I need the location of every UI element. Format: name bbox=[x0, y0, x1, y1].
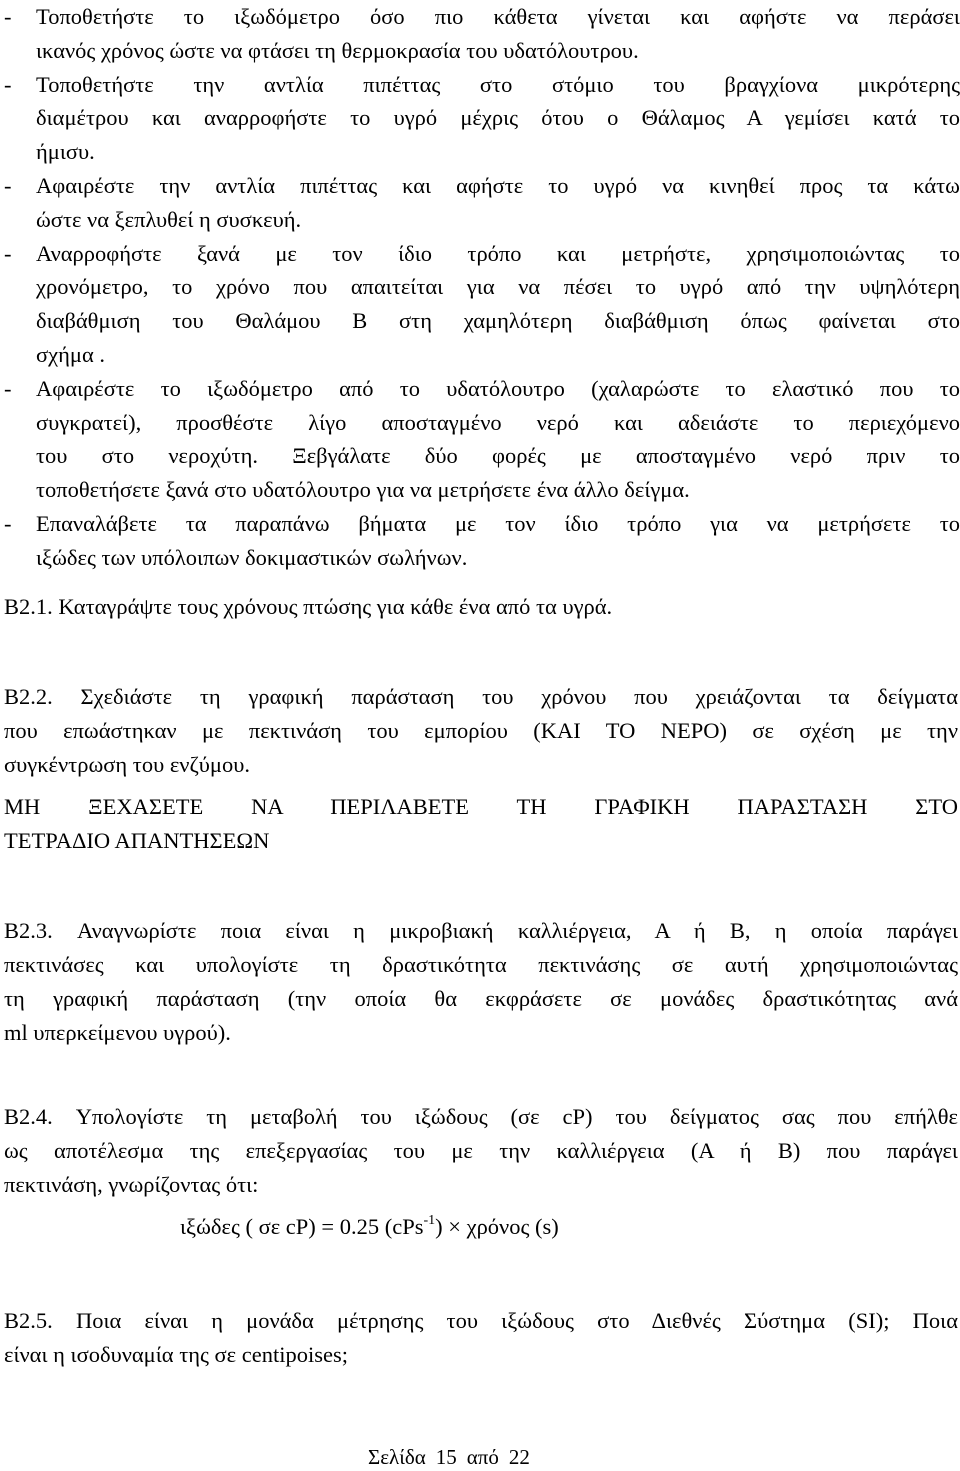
step-text-line: συγκρατεί), προσθέστε λίγο αποσταγμένο νερό και αδειάστε το περιεχόμενο bbox=[36, 409, 960, 435]
step-text-line: Αφαιρέστε την αντλία πιπέττας και αφήστε το υγρό να κινηθεί προς τα κάτω bbox=[36, 172, 960, 198]
formula-exponent: -1 bbox=[423, 1212, 436, 1228]
bullet-dash: - bbox=[4, 4, 12, 29]
step-text-line: σχήμα . bbox=[36, 341, 105, 367]
formula-right: ) × χρόνος (s) bbox=[435, 1214, 559, 1239]
note-text-line: ΤΕΤΡΑΔΙΟ ΑΠΑΝΤΗΣΕΩΝ bbox=[4, 828, 270, 853]
step-text-line: ιξώδες των υπόλοιπων δοκιμαστικών σωλήνων. bbox=[36, 544, 468, 570]
q23-text-line: πεκτινάσες και υπολογίστε τη δραστικότητα πεκτινάσης σε αυτή χρησιμοποιώντας bbox=[4, 952, 958, 977]
step-text-line: του στο νεροχύτη. Ξεβγάλατε δύο φορές με αποσταγμένο νερό πριν το bbox=[36, 443, 960, 469]
step-text-line: Επαναλάβετε τα παραπάνω βήματα με τον ίδιο τρόπο για να μετρήσετε το bbox=[36, 510, 960, 536]
question-b2-2 bbox=[4, 680, 958, 782]
procedure-step bbox=[4, 237, 960, 372]
step-text-line: διαμέτρου και αναρροφήστε το υγρό μέχρις ότου ο Θάλαμος Α γεμίσει κατά το bbox=[36, 105, 960, 131]
question-b2-3 bbox=[4, 914, 958, 1050]
footer-page-label: Σελίδα bbox=[368, 1445, 426, 1469]
step-text-line: ήμισυ. bbox=[36, 139, 95, 165]
q22-text-line: B2.2. Σχεδιάστε τη γραφική παράσταση του χρόνου που χρειάζονται τα δείγματα bbox=[4, 684, 958, 709]
note-text-line: ΜΗ ΞΕΧΑΣΕΤΕ ΝΑ ΠΕΡΙΛΑΒΕΤΕ ΤΗ ΓΡΑΦΙΚΗ ΠΑΡΑΣΤΑΣΗ ΣΤΟ bbox=[4, 794, 958, 819]
step-text-line: Αναρροφήστε ξανά με τον ίδιο τρόπο και μετρήστε, χρησιμοποιώντας το bbox=[36, 240, 960, 266]
step-text-line: τοποθετήσετε ξανά στο υδατόλουτρο για να μετρήσετε ένα άλλο δείγμα. bbox=[36, 477, 690, 503]
q25-text-line: είναι η ισοδυναμία της σε centipoises; bbox=[4, 1342, 348, 1367]
q23-text-line: B2.3. Αναγνωρίστε ποια είναι η μικροβιακή καλλιέργεια, Α ή Β, η οποία παράγει bbox=[4, 918, 958, 943]
bullet-dash: - bbox=[4, 240, 12, 266]
q24-text-line: πεκτινάση, γνωρίζοντας ότι: bbox=[4, 1172, 259, 1197]
procedure-step bbox=[4, 372, 960, 507]
q23-text-line: τη γραφική παράσταση (την οποία θα εκφράσετε σε μονάδες δραστικότητας ανά bbox=[4, 986, 958, 1011]
step-text-line: Τοποθετήστε την αντλία πιπέττας στο στόμιο του βραγχίονα μικρότερης bbox=[36, 71, 960, 97]
question-b2-5 bbox=[4, 1304, 958, 1372]
step-text-line: ικανός χρόνος ώστε να φτάσει τη θερμοκρασία του υδατόλουτρου. bbox=[36, 37, 639, 63]
q24-text-line: B2.4. Υπολογίστε τη μεταβολή του ιξώδους (σε cP) του δείγματος σας που επήλθε bbox=[4, 1104, 958, 1129]
graph-reminder-note bbox=[4, 790, 958, 858]
bullet-dash: - bbox=[4, 375, 12, 401]
procedure-step bbox=[4, 68, 960, 169]
q21-text-line: B2.1. Καταγράψτε τους χρόνους πτώσης για κάθε ένα από τα υγρά. bbox=[4, 594, 613, 619]
footer-of-label: από bbox=[466, 1445, 499, 1469]
question-b2-4 bbox=[4, 1100, 958, 1202]
q23-text-line: ml υπερκείμενου υγρού). bbox=[4, 1020, 231, 1045]
step-text-line: Τοποθετήστε το ιξωδόμετρο όσο πιο κάθετα γίνεται και αφήστε να περάσει bbox=[36, 4, 960, 29]
question-b2-1 bbox=[4, 590, 958, 624]
q25-text-line: B2.5. Ποια είναι η μονάδα μέτρησης του ιξώδους στο Διεθνές Σύστημα (SI); Ποια bbox=[4, 1308, 958, 1333]
step-text-line: χρονόμετρο, το χρόνο που απαιτείται για να πέσει το υγρό από την υψηλότερη bbox=[36, 274, 960, 300]
procedure-step bbox=[4, 169, 960, 237]
q22-text-line: συγκέντρωση του ενζύμου. bbox=[4, 752, 250, 777]
procedure-step bbox=[4, 0, 960, 68]
footer-page-number: 15 bbox=[435, 1445, 457, 1469]
page-footer bbox=[368, 1445, 540, 1470]
step-text-line: Αφαιρέστε το ιξωδόμετρο από το υδατόλουτρο (χαλαρώστε το ελαστικό που το bbox=[36, 375, 960, 401]
procedure-step bbox=[4, 507, 960, 575]
viscosity-formula bbox=[180, 1214, 559, 1240]
bullet-dash: - bbox=[4, 71, 12, 97]
bullet-dash: - bbox=[4, 510, 12, 536]
bullet-dash: - bbox=[4, 172, 12, 198]
q22-text-line: που επωάστηκαν με πεκτινάση του εμπορίου (ΚΑΙ ΤΟ ΝΕΡΟ) σε σχέση με την bbox=[4, 718, 958, 743]
step-text-line: ώστε να ξεπλυθεί η συσκευή. bbox=[36, 206, 302, 232]
procedure-steps bbox=[4, 0, 960, 575]
formula-left: ιξώδες ( σε cP) = 0.25 (cPs bbox=[180, 1214, 424, 1239]
footer-total-pages: 22 bbox=[508, 1445, 530, 1469]
q24-text-line: ως αποτέλεσμα της επεξεργασίας του με την καλλιέργεια (Α ή Β) που παράγει bbox=[4, 1138, 958, 1163]
step-text-line: διαβάθμιση του Θαλάμου Β στη χαμηλότερη διαβάθμιση όπως φαίνεται στο bbox=[36, 308, 960, 334]
